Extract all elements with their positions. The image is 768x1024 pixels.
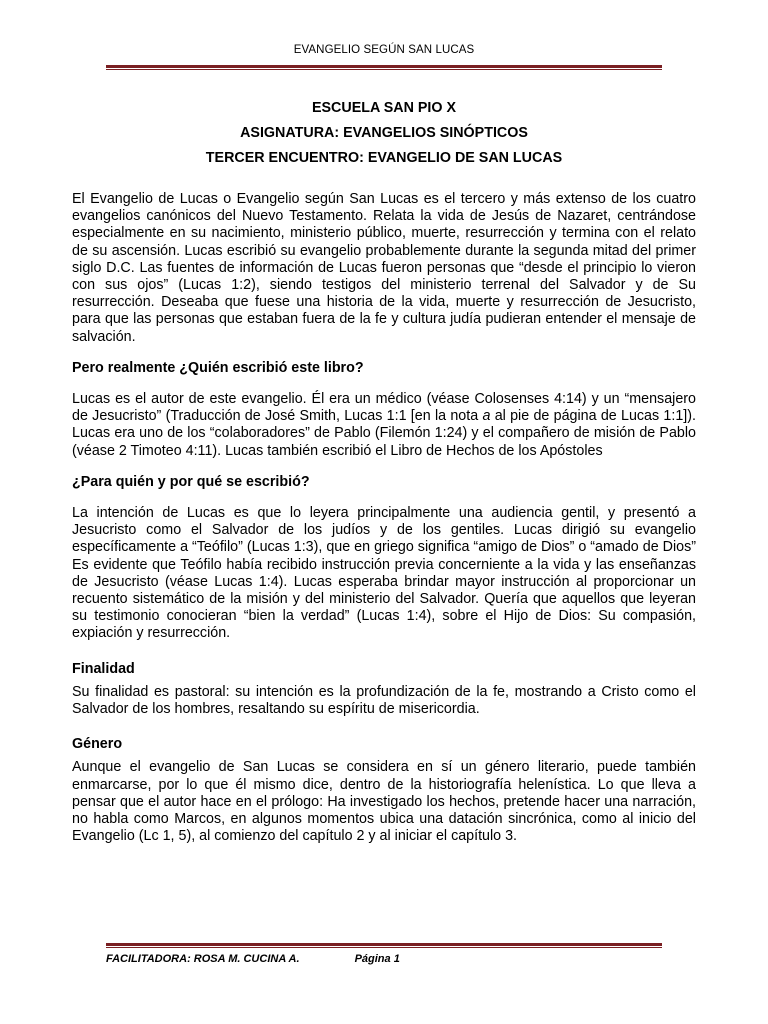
document-body: [72, 191, 696, 846]
page-footer: [106, 953, 400, 965]
note-letter: a: [482, 408, 491, 425]
author-heading: Pero realmente ¿Quién escribió este libro?: [72, 359, 364, 376]
facilitator-label: FACILITADORA: ROSA M. CUCINA A.: [106, 953, 300, 965]
subject-heading: ASIGNATURA: EVANGELIOS SINÓPTICOS: [240, 125, 528, 141]
purpose-heading: Finalidad: [72, 660, 135, 677]
header-rule: [106, 65, 662, 70]
running-header: EVANGELIO SEGÚN SAN LUCAS: [293, 44, 475, 56]
intro-paragraph: El Evangelio de Lucas o Evangelio según San Lucas es el tercero y más extenso de los cuatro evangelios canónicos del Nuevo Testamento. Relata la vida de Jesús de Nazaret, centrándose especialmente en su nacimiento, ministerio público, muerte, resurrección y termina con el relato de su ascensión. Lucas escribió su evangelio probablemente durante la segunda mitad del primer siglo D.C. Las fuentes de información de Lucas fueron personas que “desde el principio lo vieron con sus ojos” (Lucas 1:2), siendo testigos del ministerio terrenal del Salvador y de Su resurrección. Deseaba que fuese una historia de la vida, muerte y resurrección de Jesucristo, para que las personas que estaban fuera de la fe y cultura judía pudieran entender el mensaje de salvación.: [72, 191, 696, 345]
genre-paragraph: Aunque el evangelio de San Lucas se considera en sí un género literario, puede también enmarcarse, por lo que él mismo dice, dentro de la historiografía helenística. Lo que lleva a pensar que el autor hace en el prólogo: Ha investigado los hechos, pretende hacer una narración, no habla como Marcos, en algunos momentos ubica una datación sincrónica, como al inicio del Evangelio (Lc 1, 5), al comienzo del capítulo 2 y al iniciar el capítulo 3.: [72, 759, 696, 845]
title-block: [72, 96, 696, 171]
audience-heading: ¿Para quién y por qué se escribió?: [72, 473, 310, 490]
purpose-paragraph: Su finalidad es pastoral: su intención es la profundización de la fe, mostrando a Cristo como el Salvador de los hombres, resaltando su espíritu de misericordia.: [72, 683, 696, 718]
meeting-heading: TERCER ENCUENTRO: EVANGELIO DE SAN LUCAS: [205, 150, 563, 166]
audience-paragraph: La intención de Lucas es que lo leyera principalmente una audiencia gentil, y presentó a Jesucristo como el Salvador de los judíos y de los gentiles. Lucas dirigió su evangelio específicamente a “Teófilo” (Lucas 1:3), que en griego significa “amigo de Dios” o “amado de Dios” Es evidente que Teófilo había recibido instrucción previa concerniente a la vida y las enseñanzas de Jesucristo (véase Lucas 1:4). Lucas esperaba brindar mayor instrucción al proporcionar un recuento sistemático de la misión y del ministerio del Salvador. Quería que aquellos que leyeran su testimonio conocieran “bien la verdad” (Lucas 1:4), sobre el Hijo de Dios: Su compasión, expiación y resurrección.: [72, 505, 696, 642]
genre-heading: Género: [72, 736, 123, 753]
page-number: Página 1: [354, 953, 400, 965]
school-heading: ESCUELA SAN PIO X: [311, 100, 457, 116]
footer-rule: [106, 943, 662, 948]
author-paragraph: Lucas es el autor de este evangelio. Él era un médico (véase Colosenses 4:14) y un “mensajero de Jesucristo” (Traducción de José Smith, Lucas 1:1 [en la nota a al pie de página de Lucas 1:1]). Lucas era uno de los “colaboradores” de Pablo (Filemón 1:24) y el compañero de misión de Pablo (véase 2 Timoteo 4:11). Lucas también escribió el Libro de Hechos de los Apóstoles: [72, 391, 697, 459]
